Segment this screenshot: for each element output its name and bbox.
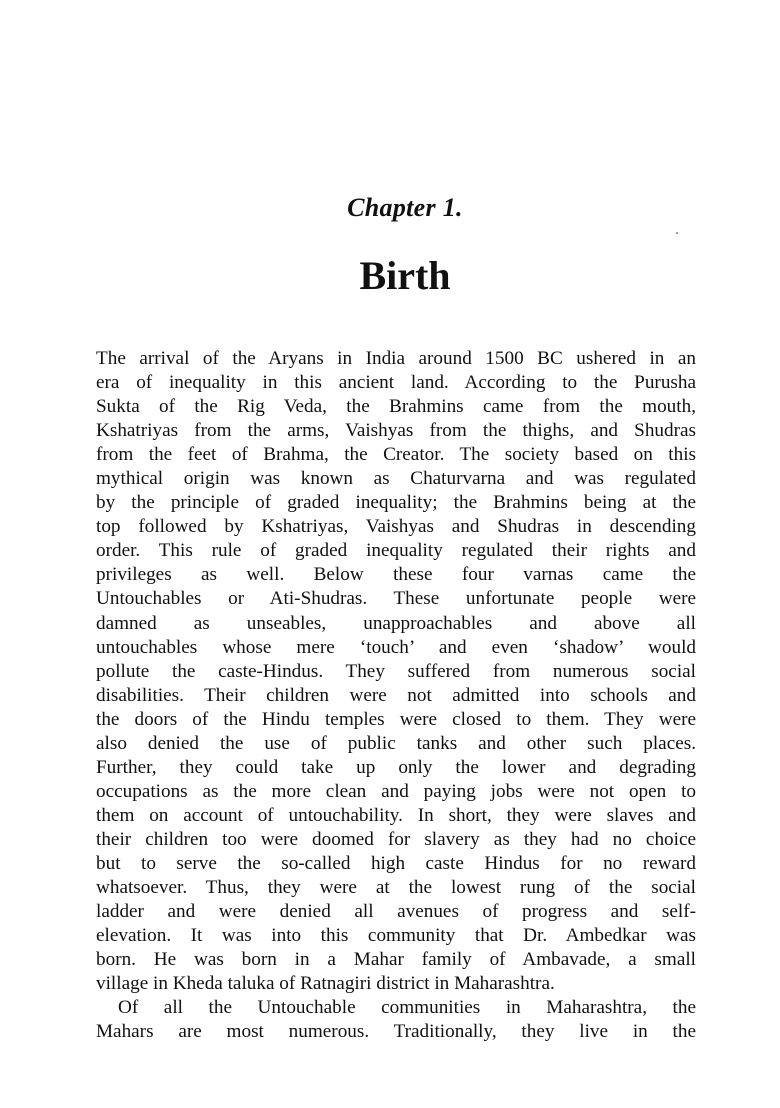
text-line: untouchables whose mere ‘touch’ and even ‘shadow’ would	[96, 636, 696, 658]
text-line: Untouchables or Ati-Shudras. These unfortunate people were	[96, 588, 696, 610]
text-line: privileges as well. Below these four varnas came the	[96, 564, 696, 586]
text-line: by the principle of graded inequality; the Brahmins being at the	[96, 492, 696, 514]
text-line: born. He was born in a Mahar family of Ambavade, a small	[96, 949, 696, 971]
text-line: elevation. It was into this community that Dr. Ambedkar was	[96, 925, 696, 947]
text-line: mythical origin was known as Chaturvarna and was regulated	[96, 468, 696, 490]
chapter-body	[96, 347, 696, 1044]
paragraph-end-line: village in Kheda taluka of Ratnagiri district in Maharashtra.	[96, 973, 555, 995]
scan-speck	[676, 232, 678, 234]
text-line: top followed by Kshatriyas, Vaishyas and Shudras in descending	[96, 516, 696, 538]
text-line: The arrival of the Aryans in India around 1500 BC ushered in an	[96, 348, 696, 369]
text-line: them on account of untouchability. In short, they were slaves and	[96, 804, 696, 826]
text-line: occupations as the more clean and paying jobs were not open to	[96, 780, 696, 802]
text-line: their children too were doomed for slavery as they had no choice	[96, 828, 696, 850]
text-line: but to serve the so-called high caste Hindus for no reward	[96, 852, 696, 874]
text-line: Mahars are most numerous. Traditionally, they live in the	[96, 1021, 696, 1043]
chapter-title: Birth	[359, 253, 451, 298]
text-line: ladder and were denied all avenues of progress and self-	[96, 901, 696, 923]
text-line: Sukta of the Rig Veda, the Brahmins came from the mouth,	[96, 396, 696, 418]
text-line: pollute the caste-Hindus. They suffered from numerous social	[96, 660, 696, 682]
chapter-label: Chapter 1.	[347, 193, 463, 222]
text-line: whatsoever. Thus, they were at the lowest rung of the social	[96, 877, 696, 899]
text-line: Further, they could take up only the lower and degrading	[96, 756, 696, 778]
text-line: also denied the use of public tanks and other such places.	[96, 732, 696, 754]
text-line: damned as unseables, unapproachables and above all	[96, 612, 696, 634]
text-line: Kshatriyas from the arms, Vaishyas from the thighs, and Shudras	[96, 420, 696, 442]
text-line: disabilities. Their children were not admitted into schools and	[96, 684, 696, 706]
text-line: from the feet of Brahma, the Creator. The society based on this	[96, 444, 696, 466]
text-line: era of inequality in this ancient land. According to the Purusha	[96, 372, 696, 394]
text-line: the doors of the Hindu temples were closed to them. They were	[96, 708, 696, 730]
text-line: order. This rule of graded inequality regulated their rights and	[96, 540, 696, 562]
paragraph-start-line: Of all the Untouchable communities in Maharashtra, the	[118, 997, 696, 1019]
